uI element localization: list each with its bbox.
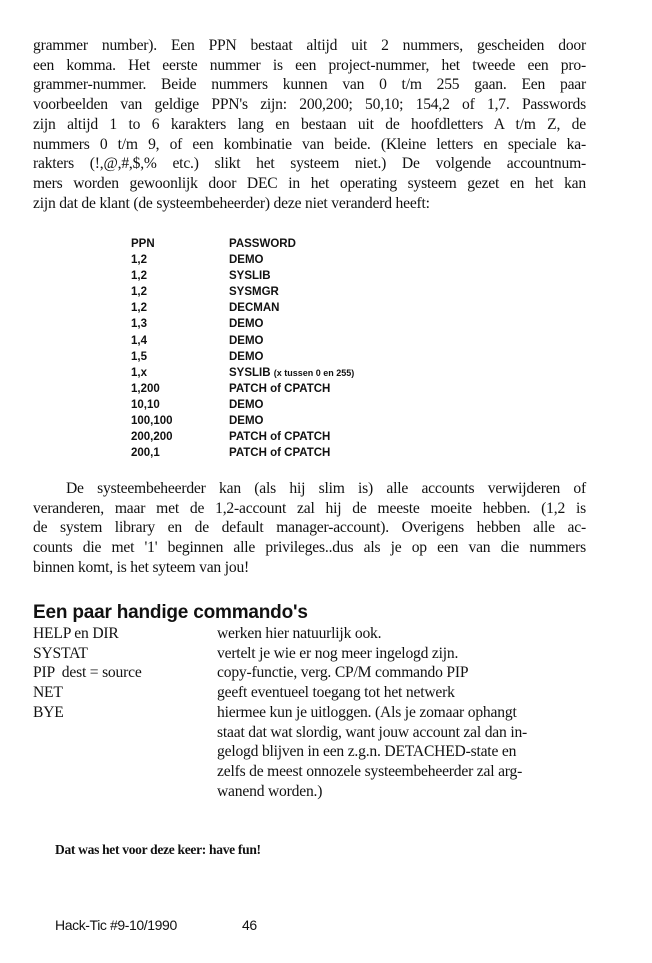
password-cell: SYSMGR <box>229 286 279 299</box>
text-line: counts die met '1' beginnen alle privileges..dus als je op een van die nummers <box>33 539 586 557</box>
ppn-cell: 1,2 <box>131 286 147 299</box>
description-line: staat dat wat slordig, want jouw account zal dan in- <box>217 723 528 741</box>
command-name: PIP dest = source <box>33 664 142 682</box>
header-ppn: PPN <box>131 238 155 250</box>
password-cell: SYSLIB <box>229 270 271 283</box>
header-password: PASSWORD <box>229 238 296 250</box>
command-name: BYE <box>33 703 64 721</box>
password-note: (x tussen 0 en 255) <box>273 367 355 378</box>
ppn-cell: 1,200 <box>131 382 160 395</box>
footer-page-number: 46 <box>242 917 257 933</box>
commands-list <box>33 624 587 801</box>
text-line: zijn dat de klant (de systeembeheerder) deze niet veranderd heeft: <box>33 194 430 212</box>
table-row <box>131 381 354 397</box>
table-row <box>131 252 354 268</box>
text-line: nummers 0 t/m 9, of een kombinatie van beide. (Kleine letters en speciale ka- <box>33 135 586 153</box>
ppn-cell: 1,5 <box>131 350 147 363</box>
text-line: een komma. Het eerste nummer is een project-nummer, het tweede een pro- <box>33 56 586 74</box>
table-row <box>131 445 354 461</box>
description-line: hiermee kun je uitloggen. (Als je zomaar ophangt <box>217 703 517 721</box>
description-line: werken hier natuurlijk ook. <box>217 625 382 642</box>
description-line: wanend worden.) <box>217 782 323 800</box>
section-heading: Een paar handige commando's <box>33 602 308 623</box>
ppn-cell: 1,2 <box>131 254 147 267</box>
command-name: NET <box>33 684 63 702</box>
ppn-cell: 1,3 <box>131 318 147 331</box>
table-row <box>131 397 354 413</box>
password-cell: PATCH of CPATCH <box>229 382 331 395</box>
command-description <box>217 703 587 802</box>
password-cell: DEMO <box>229 318 264 331</box>
text-line: De systeembeheerder kan (als hij slim is) alle accounts verwijderen of <box>66 480 586 497</box>
table-header <box>131 236 354 252</box>
description-line: gelogd blijven in een z.g.n. DETACHED-state en <box>217 743 517 761</box>
password-cell: DEMO <box>229 415 264 428</box>
table-row <box>131 365 354 381</box>
command-row <box>33 683 587 703</box>
intro-paragraph <box>33 36 586 213</box>
description-line: geeft eventueel toegang tot het netwerk <box>217 684 455 702</box>
password-cell: PATCH of CPATCH <box>229 447 331 460</box>
text-line: de system library en de default manager-account). Overigens hebben alle ac- <box>33 519 586 537</box>
command-row <box>33 644 587 664</box>
password-cell: DEMO <box>229 254 264 267</box>
table-row <box>131 413 354 429</box>
password-cell: DEMO <box>229 398 264 411</box>
ppn-cell: 1,2 <box>131 302 147 315</box>
text-line: zijn altijd 1 to 6 karakters lang en bestaan uit de hoofdletters A t/m Z, de <box>33 115 586 133</box>
description-line: vertelt je wie er nog meer ingelogd zijn. <box>217 644 459 662</box>
text-line: mers worden gewoonlijk door DEC in het operating systeem gezet en het kan <box>33 174 586 192</box>
ppn-cell: 1,4 <box>131 334 147 347</box>
text-line: binnen komt, is het syteem van jou! <box>33 558 250 576</box>
ppn-cell: 10,10 <box>131 398 160 411</box>
table-row <box>131 316 354 332</box>
table-row <box>131 300 354 316</box>
ppn-cell: 200,1 <box>131 447 160 460</box>
table-row <box>131 429 354 445</box>
ppn-cell: 1,2 <box>131 270 147 283</box>
description-line: copy-functie, verg. CP/M commando PIP <box>217 664 469 682</box>
command-description <box>217 644 587 664</box>
table-row <box>131 268 354 284</box>
table-row <box>131 284 354 300</box>
password-value: SYSLIB <box>229 366 271 379</box>
password-cell: DEMO <box>229 334 264 347</box>
closing-line: Dat was het voor deze keer: have fun! <box>55 842 261 857</box>
text-line: grammer-nummer. Beide nummers kunnen van 0 t/m 255 gaan. Een paar <box>33 76 586 94</box>
command-name: SYSTAT <box>33 644 88 662</box>
command-row <box>33 663 587 683</box>
footer-publication: Hack-Tic #9-10/1990 <box>55 917 177 933</box>
account-table <box>131 236 354 461</box>
command-description <box>217 663 587 683</box>
text-line: veranderen, maar met de 1,2-account zal hij de meeste moeite hebben. (1,2 is <box>33 499 586 517</box>
command-row <box>33 624 587 644</box>
text-line: voorbeelden van geldige PPN's zijn: 200,200; 50,10; 154,2 of 1,7. Passwords <box>33 96 586 114</box>
password-cell: DECMAN <box>229 302 280 315</box>
ppn-cell: 100,100 <box>131 415 173 428</box>
description-line: zelfs de meest onnozele systeembeheerder zal arg- <box>217 762 523 780</box>
password-cell: PATCH of CPATCH <box>229 431 331 444</box>
table-row <box>131 333 354 349</box>
text-line: rakters (!,@,#,$,% etc.) slikt het systeem niet.) De volgende accountnum- <box>33 155 586 173</box>
password-cell <box>229 365 354 381</box>
command-description <box>217 683 587 703</box>
ppn-cell: 1,x <box>131 366 147 379</box>
text-line: grammer number). Een PPN bestaat altijd uit 2 nummers, gescheiden door <box>33 37 586 54</box>
table-row <box>131 349 354 365</box>
second-paragraph <box>33 479 586 578</box>
command-row <box>33 703 587 802</box>
command-description <box>217 624 587 644</box>
ppn-cell: 200,200 <box>131 431 173 444</box>
command-name: HELP en DIR <box>33 625 119 642</box>
password-cell: DEMO <box>229 350 264 363</box>
